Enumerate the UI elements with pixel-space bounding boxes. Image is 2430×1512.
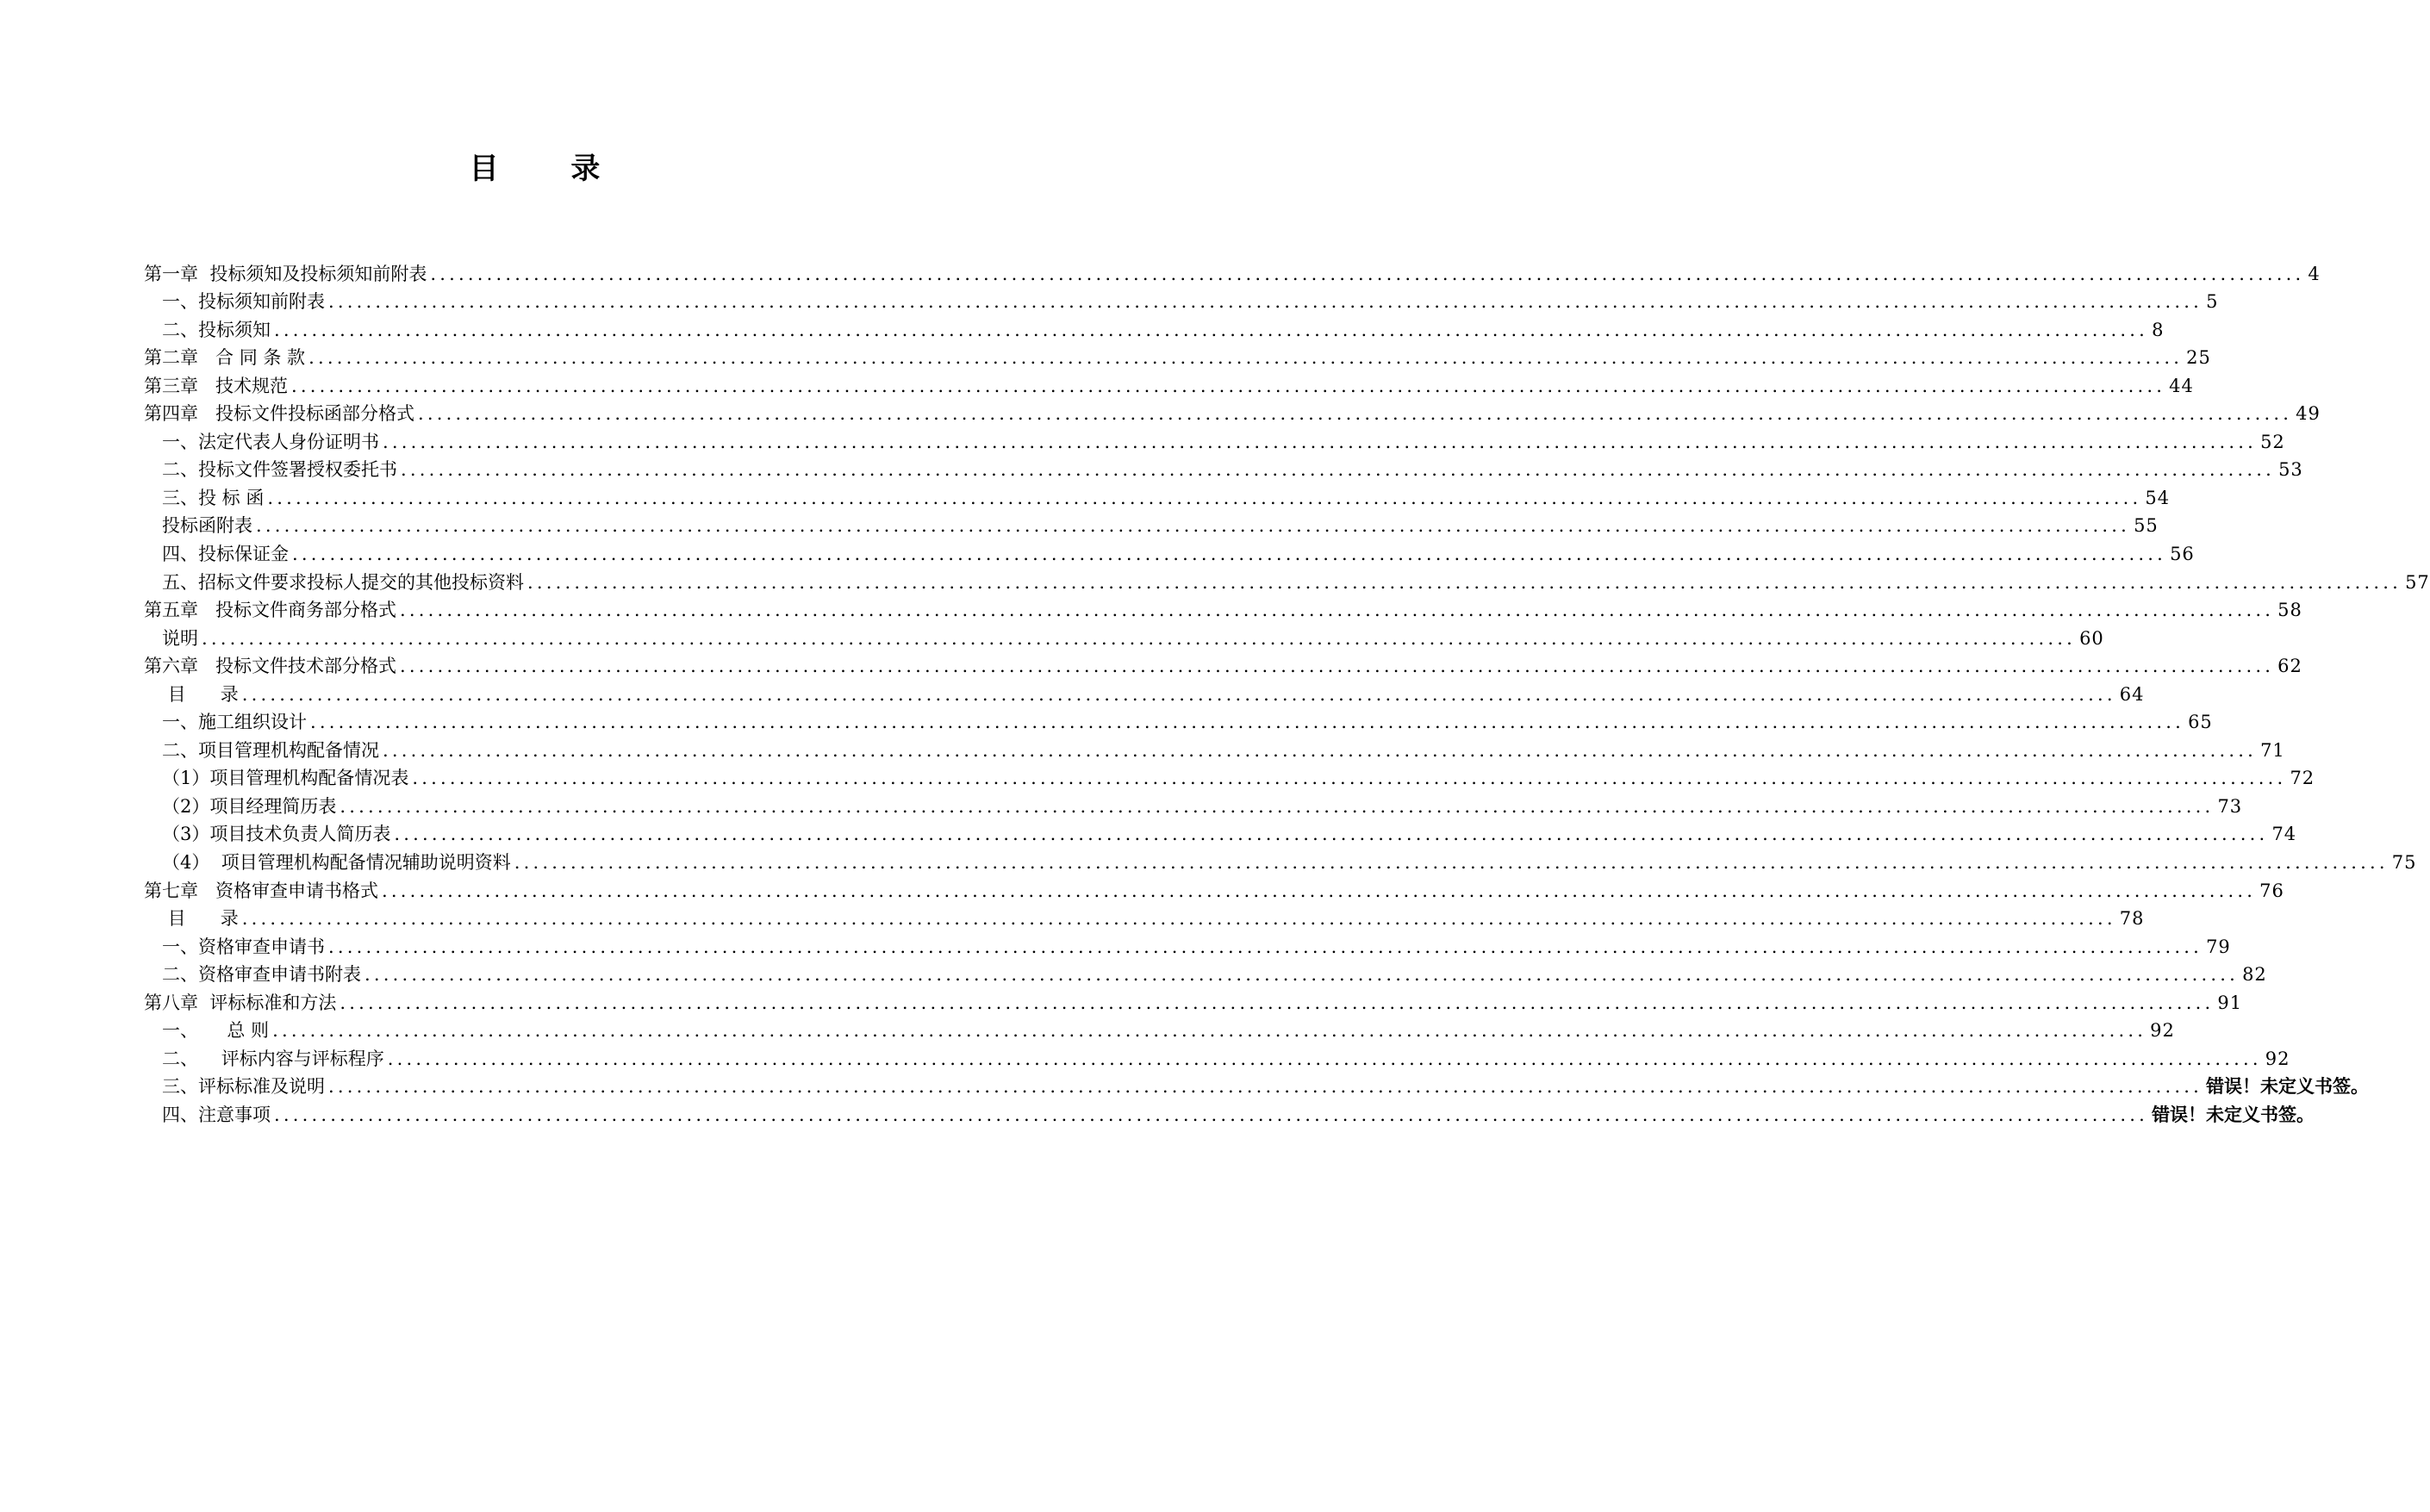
toc-entry-page-number: 65 (2188, 712, 2213, 733)
toc-entry[interactable] (144, 341, 2211, 370)
toc-entry-label: 第四章 投标文件投标函部分格式 (144, 403, 415, 425)
toc-entry-page-number: 64 (2119, 683, 2145, 705)
toc-dot-leader: ........................................................................................................................................................................................................ (328, 936, 2203, 957)
toc-entry-label: 四、注意事项 (162, 1104, 271, 1125)
toc-entry[interactable] (144, 986, 2243, 1014)
toc-entry-label: 第八章 评标标准和方法 (144, 992, 337, 1013)
toc-entry-page-number: 52 (2260, 431, 2285, 452)
toc-entry[interactable] (144, 930, 2231, 958)
toc-entry[interactable] (144, 1070, 2370, 1098)
toc-entry-label: 一、投标须知前附表 (162, 291, 325, 313)
toc-dot-leader: ........................................................................................................................................................................................................ (340, 992, 2215, 1013)
toc-dot-leader: ........................................................................................................................................................................................................ (400, 600, 2275, 621)
toc-entry-label: 投标函附表 (162, 515, 252, 537)
toc-entry-label: 二、项目管理机构配备情况 (162, 739, 379, 761)
toc-dot-leader: ........................................................................................................................................................................................................ (202, 627, 2077, 649)
toc-entry-page-number: 79 (2206, 936, 2231, 957)
toc-entry-page-number: 92 (2265, 1048, 2290, 1069)
toc-entry-label: 第五章 投标文件商务部分格式 (144, 600, 397, 621)
toc-entry-label: 五、招标文件要求投标人提交的其他投标资料 (162, 571, 524, 593)
toc-entry-label: （1）项目管理机构配备情况表 (162, 768, 409, 789)
toc-entry[interactable] (144, 537, 2195, 565)
toc-entry-label: 一、资格审查申请书 (162, 936, 325, 957)
toc-entry-page-number: 54 (2145, 487, 2171, 508)
toc-dot-leader: ........................................................................................................................................................................................................ (274, 1104, 2149, 1125)
toc-dot-leader: ........................................................................................................................................................................................................ (401, 459, 2276, 481)
toc-dot-leader: ........................................................................................................................................................................................................ (418, 403, 2293, 425)
toc-entry-page-number: 72 (2290, 768, 2315, 789)
toc-entry[interactable] (144, 425, 2285, 453)
toc-entry-label: 二、资格审查申请书附表 (162, 964, 361, 986)
toc-entry-label: 三、评标标准及说明 (162, 1076, 325, 1098)
toc-dot-leader: ........................................................................................................................................................................................................ (387, 1048, 2262, 1069)
toc-dot-leader: ........................................................................................................................................................................................................ (382, 880, 2257, 901)
toc-entry[interactable] (144, 650, 2302, 678)
toc-entry[interactable] (144, 845, 2417, 874)
toc-entry-label: 第二章 合 同 条 款 (144, 347, 306, 369)
toc-entry-label: 第七章 资格审查申请书格式 (144, 880, 379, 901)
toc-dot-leader: ........................................................................................................................................................................................................ (241, 908, 2116, 930)
toc-entry[interactable] (144, 874, 2284, 902)
toc-entry-page-number: 73 (2217, 795, 2243, 817)
toc-dot-leader: ........................................................................................................................................................................................................ (328, 1076, 2203, 1098)
toc-entry[interactable] (144, 818, 2297, 846)
toc-entry-label: 第三章 技术规范 (144, 375, 289, 396)
toc-dot-leader: ........................................................................................................................................................................................................ (292, 544, 2167, 565)
toc-entry-page-number: 71 (2260, 739, 2285, 761)
toc-entry-label: 目 录 (162, 683, 239, 705)
toc-dot-leader: ........................................................................................................................................................................................................ (412, 768, 2287, 789)
toc-entry-label: （3）项目技术负责人简历表 (162, 824, 391, 845)
toc-entry-page-number: 91 (2217, 992, 2243, 1013)
toc-entry-page-number: 49 (2296, 403, 2321, 425)
toc-entry-page-number: 56 (2170, 544, 2195, 565)
toc-dot-leader: ........................................................................................................................................................................................................ (328, 291, 2203, 313)
toc-entry-label: （2）项目经理简历表 (162, 795, 337, 817)
toc-entry-page-number: 82 (2242, 964, 2267, 986)
toc-entry-label: 二、投标须知 (162, 319, 271, 340)
toc-entry-label: 二、 评标内容与评标程序 (162, 1048, 384, 1069)
toc-entry-page-number: 74 (2271, 824, 2297, 845)
toc-entry[interactable] (144, 313, 2165, 341)
toc-entry[interactable] (144, 706, 2213, 734)
toc-entry-page-number: 92 (2150, 1020, 2175, 1042)
toc-entry[interactable] (144, 509, 2159, 538)
toc-entry[interactable] (144, 369, 2194, 397)
toc-entry[interactable] (144, 594, 2302, 622)
toc-dot-leader: ........................................................................................................................................................................................................ (274, 319, 2149, 340)
toc-dot-leader: ........................................................................................................................................................................................................ (527, 571, 2402, 593)
toc-dot-leader: ........................................................................................................................................................................................................ (267, 487, 2142, 508)
toc-entry-error: 错误！未定义书签。 (2206, 1076, 2370, 1098)
toc-entry[interactable] (144, 1014, 2175, 1042)
toc-dot-leader: ........................................................................................................................................................................................................ (291, 375, 2166, 396)
toc-dot-leader: ........................................................................................................................................................................................................ (340, 795, 2215, 817)
toc-entry-page-number: 60 (2079, 627, 2104, 649)
toc-entry[interactable] (144, 1042, 2290, 1070)
toc-entry[interactable] (144, 677, 2145, 706)
toc-entry-page-number: 4 (2308, 263, 2321, 284)
toc-entry-label: 说明 (162, 627, 198, 649)
toc-entry-label: 一、 总 则 (162, 1020, 270, 1042)
toc-dot-leader: ........................................................................................................................................................................................................ (272, 1020, 2147, 1042)
toc-entry-label: 一、施工组织设计 (162, 712, 307, 733)
toc-entry-label: 目 录 (162, 908, 239, 930)
toc-entry-page-number: 62 (2277, 656, 2302, 677)
toc-dot-leader: ........................................................................................................................................................................................................ (514, 852, 2389, 874)
toc-entry[interactable] (144, 397, 2321, 426)
toc-entry-page-number: 58 (2277, 600, 2302, 621)
page-title: 目 录 (469, 152, 632, 186)
toc-entry-label: 二、投标文件签署授权委托书 (162, 459, 397, 481)
toc-dot-leader: ........................................................................................................................................................................................................ (256, 515, 2131, 537)
toc-dot-leader: ........................................................................................................................................................................................................ (364, 964, 2240, 986)
toc-entry[interactable] (144, 257, 2321, 285)
toc-entry-page-number: 53 (2278, 459, 2303, 481)
toc-entry-page-number: 25 (2186, 347, 2211, 369)
toc-entry-label: 第一章 投标须知及投标须知前附表 (144, 263, 427, 284)
toc-entry[interactable] (144, 453, 2303, 482)
toc-entry-page-number: 5 (2206, 291, 2219, 313)
toc-dot-leader: ........................................................................................................................................................................................................ (383, 739, 2258, 761)
toc-entry-page-number: 78 (2119, 908, 2145, 930)
toc-dot-leader: ........................................................................................................................................................................................................ (308, 347, 2184, 369)
toc-entry-page-number: 55 (2134, 515, 2159, 537)
toc-entry[interactable] (144, 1098, 2315, 1126)
toc-dot-leader: ........................................................................................................................................................................................................ (383, 431, 2258, 452)
table-of-contents (144, 257, 2430, 1126)
toc-entry-error: 错误！未定义书签。 (2152, 1104, 2315, 1125)
toc-entry[interactable] (144, 762, 2315, 790)
toc-entry-page-number: 57 (2405, 571, 2430, 593)
toc-entry-page-number: 44 (2169, 375, 2194, 396)
toc-entry-page-number: 8 (2152, 319, 2165, 340)
toc-entry-label: 四、投标保证金 (162, 544, 289, 565)
toc-entry[interactable] (144, 958, 2267, 986)
toc-dot-leader: ........................................................................................................................................................................................................ (394, 824, 2269, 845)
toc-entry[interactable] (144, 902, 2145, 930)
toc-entry-page-number: 75 (2391, 852, 2417, 874)
toc-entry-label: 一、法定代表人身份证明书 (162, 431, 379, 452)
toc-entry-label: （4） 项目管理机构配备情况辅助说明资料 (162, 852, 511, 874)
toc-entry[interactable] (144, 285, 2219, 314)
toc-dot-leader: ........................................................................................................................................................................................................ (400, 656, 2275, 677)
toc-entry-label: 三、投 标 函 (162, 487, 265, 508)
toc-entry-label: 第六章 投标文件技术部分格式 (144, 656, 397, 677)
toc-entry[interactable] (144, 789, 2243, 818)
toc-dot-leader: ........................................................................................................................................................................................................ (241, 683, 2116, 705)
toc-entry[interactable] (144, 621, 2104, 650)
toc-dot-leader: ........................................................................................................................................................................................................ (430, 263, 2305, 284)
toc-entry[interactable] (144, 481, 2171, 509)
toc-entry[interactable] (144, 565, 2430, 594)
toc-entry-page-number: 76 (2259, 880, 2284, 901)
toc-entry[interactable] (144, 733, 2285, 762)
toc-dot-leader: ........................................................................................................................................................................................................ (310, 712, 2185, 733)
